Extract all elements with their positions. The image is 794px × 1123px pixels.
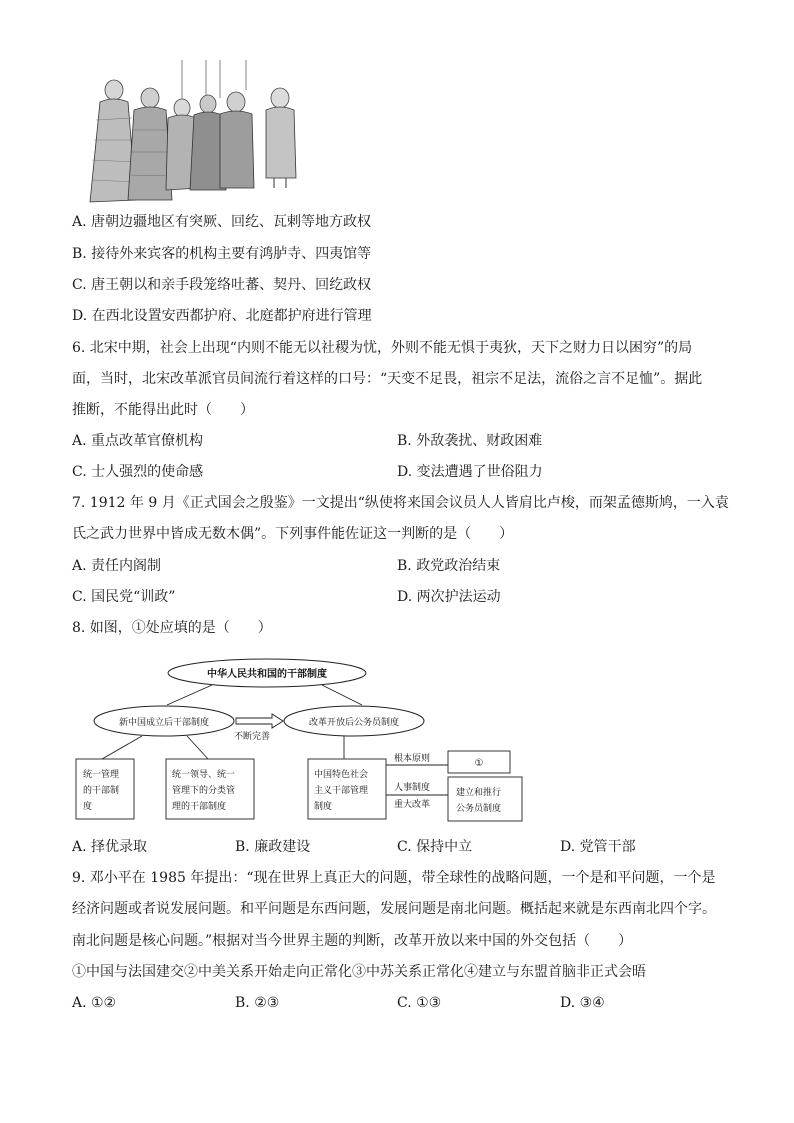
q8-option-b: B. 廉政建设 — [235, 839, 311, 855]
q7-option-b: B. 政党政治结束 — [397, 558, 501, 574]
q7-option-a: A. 责任内阁制 — [72, 558, 162, 574]
q7-option-c: C. 国民党“训政” — [72, 589, 176, 605]
diagram-box3-line2: 主义干部管理 — [314, 786, 369, 796]
q8-option-d: D. 党管干部 — [560, 839, 636, 855]
q6-option-b: B. 外敌袭扰、财政困难 — [397, 433, 543, 449]
q7-stem-line-2: 氏之武力世界中皆成无数木偶”。下列事件能佐证这一判断的是（ ） — [72, 526, 514, 542]
diagram-arrow-label: 不断完善 — [233, 732, 271, 742]
diagram-principle-label: 根本原则 — [394, 754, 431, 764]
diagram-box2-line2: 管理下的分类管 — [172, 786, 236, 796]
q7-option-d: D. 两次护法运动 — [397, 589, 501, 605]
q9-stem-line-2: 经济问题或者说发展问题。和平问题是东西问题，发展问题是南北问题。概括起来就是东西南北四个字。 — [72, 901, 716, 917]
q9-stem-line-1: 9. 邓小平在 1985 年提出：“现在世界上真正大的问题，带全球性的战略问题，一个是和平问题，一个是 — [72, 870, 716, 886]
q5-option-b: B. 接待外来宾客的机构主要有鸿胪寺、四夷馆等 — [72, 246, 372, 262]
diagram-right-oval-label: 改革开放后公务员制度 — [308, 718, 400, 728]
diagram-box1-line1: 统一管理 — [83, 770, 120, 780]
diagram-left-oval-label: 新中国成立后干部制度 — [118, 718, 210, 728]
q8-stem: 8. 如图，①处应填的是（ ） — [72, 620, 272, 636]
q5-option-a: A. 唐朝边疆地区有突厥、回纥、瓦剌等地方政权 — [72, 214, 372, 230]
q6-option-d: D. 变法遭遇了世俗阻力 — [397, 464, 543, 480]
q5-option-d: D. 在西北设置安西都护府、北庭都护府进行管理 — [72, 308, 372, 324]
diagram-reform-label: 重大改革 — [394, 800, 431, 810]
q9-stem-line-3: 南北问题是核心问题。”根据对当今世界主题的判断，改革开放以来中国的外交包括（ ） — [72, 933, 633, 949]
q9-stem-line-4: ①中国与法国建交②中美关系开始走向正常化③中苏关系正常化④建立与东盟首脑非正式会晤 — [72, 964, 646, 980]
q8-option-a: A. 择优录取 — [72, 839, 148, 855]
diagram-box2-line1: 统一领导、统一 — [172, 770, 236, 780]
diagram-box2-line3: 理的干部制度 — [172, 802, 227, 812]
diagram-box3-line3: 制度 — [314, 802, 333, 812]
q9-option-b: B. ②③ — [235, 995, 280, 1011]
diagram-box4-line2: 公务员制度 — [456, 804, 502, 814]
q6-option-c: C. 士人强烈的使命感 — [72, 464, 204, 480]
diagram-box3-line1: 中国特色社会 — [314, 770, 369, 780]
q6-stem-line-2: 面，当时，北宋改革派官员间流行着这样的口号：“天变不足畏，祖宗不足法，流俗之言不足恤”。据此 — [72, 371, 703, 387]
q5-option-c: C. 唐王朝以和亲手段笼络吐蕃、契丹、回纥政权 — [72, 277, 372, 293]
q9-option-a: A. ①② — [72, 995, 117, 1011]
diagram-blank-marker: ① — [474, 758, 484, 769]
q9-option-d: D. ③④ — [560, 995, 605, 1011]
q8-option-c: C. 保持中立 — [397, 839, 473, 855]
diagram-box1-line3: 度 — [83, 802, 93, 812]
cadre-system-diagram — [72, 655, 532, 830]
q6-stem-line-1: 6. 北宋中期，社会上出现“内则不能无以社稷为忧，外则不能无惧于夷狄，天下之财力日以困穷”的局 — [72, 340, 693, 356]
q6-option-a: A. 重点改革官僚机构 — [72, 433, 204, 449]
q7-stem-line-1: 7. 1912 年 9 月《正式国会之殷鉴》一文提出“纵使将来国会议员人人皆肩比卢梭，而架孟德斯鸠，一入袁 — [72, 495, 729, 511]
q6-stem-line-3: 推断，不能得出此时（ ） — [72, 402, 254, 418]
diagram-personnel-label: 人事制度 — [394, 783, 431, 793]
historical-figures-illustration — [70, 60, 300, 210]
diagram-box1-line2: 的干部制 — [83, 786, 120, 796]
diagram-box4-line1: 建立和推行 — [456, 788, 502, 798]
q9-option-c: C. ①③ — [397, 995, 442, 1011]
diagram-top-label: 中华人民共和国的干部制度 — [207, 669, 327, 680]
